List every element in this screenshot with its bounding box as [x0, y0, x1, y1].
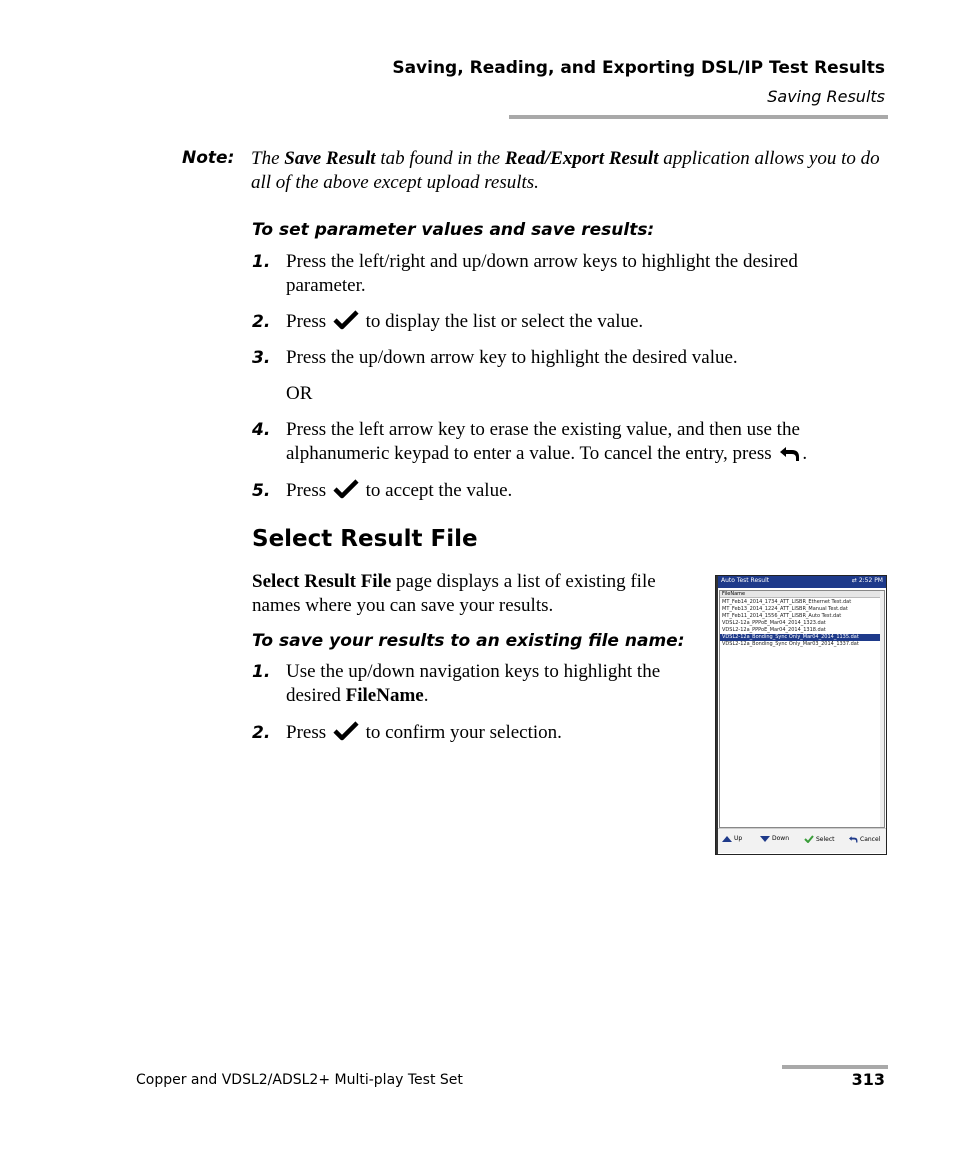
step-text — [286, 660, 701, 708]
step-text-part: to confirm your selection. — [360, 722, 562, 743]
checkmark-icon — [333, 721, 359, 748]
softkey-select[interactable] — [804, 835, 835, 843]
step-text: Press the up/down arrow key to highlight the desired value. — [286, 347, 738, 368]
step-text-part: . — [802, 443, 808, 464]
down-arrow-icon — [760, 836, 770, 842]
note-text-part: tab found in the — [375, 148, 505, 169]
column-header-filename[interactable]: FileName — [720, 591, 884, 598]
note-text-part: The — [251, 148, 285, 169]
step-number: 5. — [252, 481, 271, 501]
step-number: 4. — [252, 420, 271, 440]
note-text — [251, 147, 881, 195]
device-title-bar — [718, 576, 886, 588]
section-title: Saving Results — [767, 87, 885, 106]
step-number: 2. — [252, 723, 271, 743]
step-bold-filename: FileName — [345, 685, 424, 706]
sync-icon: ⇄ — [851, 577, 859, 584]
step-text-part: Press — [286, 311, 331, 332]
step-text-part: Press the left arrow key to erase the existing value, and then use the alphanumeric keypad to enter a value. To cancel the entry, press — [286, 419, 800, 464]
file-list-item[interactable]: VDSL2-12a_PPPoE_Mar04_2014_1318.dat — [722, 627, 826, 633]
softkey-up[interactable] — [722, 835, 742, 842]
step-text — [286, 721, 562, 748]
device-title: Auto Test Result — [721, 577, 770, 584]
step-text-part: Press — [286, 480, 331, 501]
note-bold-save-result: Save Result — [284, 148, 376, 169]
file-list[interactable] — [719, 590, 885, 828]
softkey-cancel-label: Cancel — [860, 835, 881, 843]
step-text: Press the left/right and up/down arrow keys to highlight the desired parameter. — [286, 251, 798, 296]
softkey-bar — [718, 828, 886, 853]
intro-text: page displays a list of existing file names where you can save your results. — [252, 571, 656, 616]
step-number: 1. — [252, 252, 271, 272]
procedure-title: To set parameter values and save results: — [252, 220, 655, 240]
step-text-part: Use the up/down navigation keys to highlight the desired — [286, 661, 661, 706]
file-list-item-selected[interactable]: VDSL2-12a_Bonding_Sync Only_Mar04_2014_1135.dat — [720, 634, 884, 641]
file-list-item[interactable]: MT_Feb13_2014_1224_ATT_LISBR_Manual Test.dat — [722, 606, 848, 612]
footer-document-title: Copper and VDSL2/ADSL2+ Multi-play Test Set — [136, 1072, 463, 1088]
note-text-part: application allows you to do all of the above except upload results. — [251, 148, 880, 193]
step-number: 2. — [252, 312, 271, 332]
softkey-down[interactable] — [760, 835, 789, 842]
section-intro — [252, 570, 697, 618]
or-separator: OR — [286, 383, 313, 404]
file-list-item[interactable]: MT_Feb11_2014_1556_ATT_LISBR_Auto Test.dat — [722, 613, 842, 619]
intro-bold: Select Result File — [252, 571, 392, 592]
file-list-item[interactable]: MT_Feb14_2014_1734_ATT_LISBR_Ethernet Test.dat — [722, 599, 852, 605]
page-number: 313 — [851, 1070, 885, 1089]
back-arrow-icon — [778, 444, 800, 469]
device-edge — [716, 576, 718, 854]
device-screenshot — [715, 575, 887, 855]
file-list-item[interactable]: VDSL2-12a_PPPoE_Mar04_2014_1323.dat — [722, 620, 826, 626]
step-text-part: to accept the value. — [360, 480, 513, 501]
step-text — [286, 310, 643, 337]
device-time-value: 2:52 PM — [858, 577, 883, 584]
checkmark-icon — [333, 479, 359, 506]
step-text-part: Press — [286, 722, 331, 743]
up-arrow-icon — [722, 836, 732, 842]
footer-rule — [782, 1065, 888, 1069]
note-label: Note: — [182, 148, 235, 168]
checkmark-icon — [333, 310, 359, 337]
step-text — [286, 418, 876, 469]
softkey-select-label: Select — [816, 835, 835, 843]
device-time — [852, 577, 883, 584]
section-heading: Select Result File — [252, 526, 478, 552]
checkmark-icon — [804, 835, 814, 843]
step-text — [286, 479, 512, 506]
step-text-part: . — [423, 685, 429, 706]
softkey-cancel[interactable] — [848, 835, 880, 843]
chapter-title: Saving, Reading, and Exporting DSL/IP Test Results — [392, 58, 885, 78]
file-list-item[interactable]: VDSL2-12a_Bonding_Sync Only_Mar03_2014_1337.dat — [722, 641, 859, 647]
step-text-part: to display the list or select the value. — [360, 311, 644, 332]
scrollbar[interactable] — [880, 591, 884, 827]
procedure-title: To save your results to an existing file name: — [252, 631, 685, 651]
softkey-down-label: Down — [772, 835, 790, 842]
step-number: 3. — [252, 348, 271, 368]
header-rule — [509, 115, 888, 119]
softkey-up-label: Up — [734, 835, 743, 842]
note-bold-read-export: Read/Export Result — [504, 148, 659, 169]
step-number: 1. — [252, 662, 271, 682]
back-arrow-icon — [848, 835, 858, 843]
